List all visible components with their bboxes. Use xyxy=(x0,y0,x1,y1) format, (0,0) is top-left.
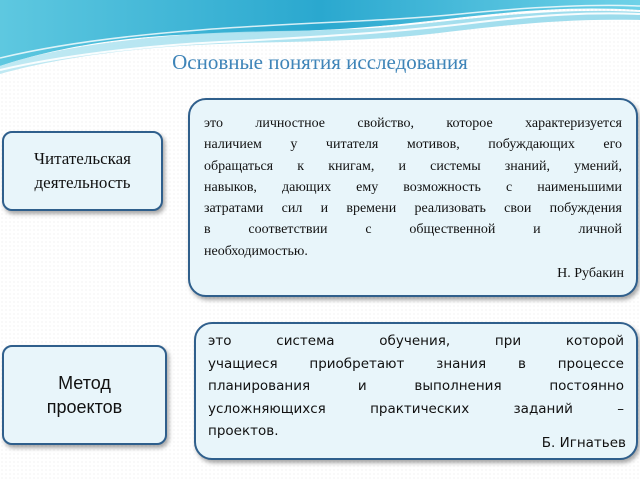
term-box-project-method xyxy=(2,345,167,445)
definition-text xyxy=(204,113,622,262)
definition-line: проектов. xyxy=(208,423,279,439)
term-box-reading-activity xyxy=(2,131,163,211)
definition-box-project-method xyxy=(194,322,638,460)
definition-text xyxy=(208,330,624,443)
definition-line: в соответствии с общественной и личной xyxy=(204,222,622,238)
definition-box-reading-activity xyxy=(188,98,638,297)
definition-line: навыков, дающих ему возможность с наименьшими xyxy=(204,179,622,195)
definition-author: Н. Рубакин xyxy=(557,266,624,281)
term-label xyxy=(47,371,122,419)
definition-line: затратами сил и времени реализовать свои побуждения xyxy=(204,201,622,217)
term-line: деятельность xyxy=(34,173,131,192)
definition-line: необходимостью. xyxy=(204,243,308,259)
term-line: Читательская xyxy=(33,149,131,168)
definition-line: это система обучения, при которой xyxy=(208,333,624,349)
definition-line: наличием у читателя мотивов, побуждающих его xyxy=(204,137,622,153)
definition-line: это личностное свойство, которое характеризуется xyxy=(204,116,622,131)
definition-line: планирования и выполнения постоянно xyxy=(208,378,624,394)
slide-title: Основные понятия исследования xyxy=(172,50,468,74)
definition-line: учащиеся приобретают знания в процессе xyxy=(208,355,624,372)
definition-line: обращаться к книгам, и системы знаний, умений, xyxy=(204,158,622,174)
term-label xyxy=(34,147,131,195)
definition-line: усложняющихся практических заданий – xyxy=(208,400,624,417)
definition-author: Б. Игнатьев xyxy=(541,435,626,451)
term-line: проектов xyxy=(46,397,123,417)
term-line: Метод xyxy=(58,373,111,393)
